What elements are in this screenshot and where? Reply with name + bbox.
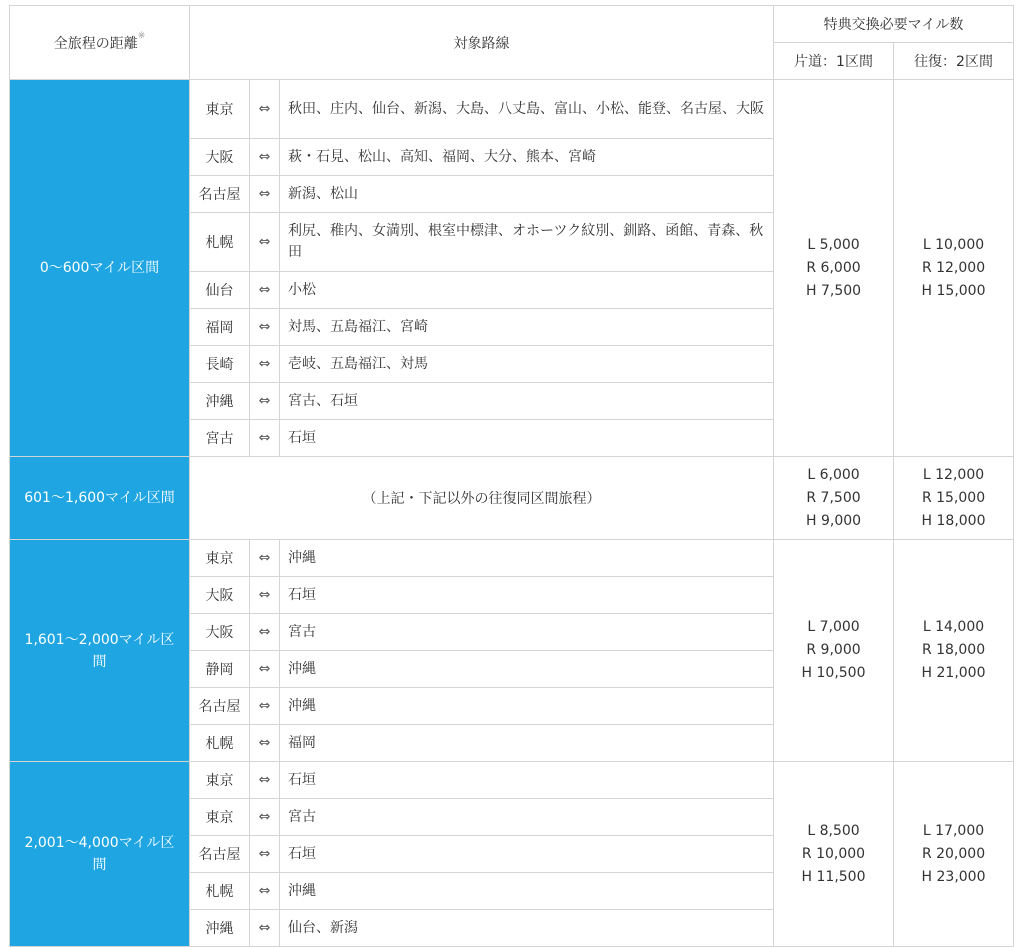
- miles-value: R 12,000: [921, 259, 986, 276]
- miles-value: L 17,000: [922, 822, 985, 839]
- oneway-miles: [774, 457, 894, 540]
- bidirectional-arrow-icon: ⇔: [250, 762, 280, 799]
- bidirectional-arrow-icon: ⇔: [250, 383, 280, 420]
- bidirectional-arrow-icon: ⇔: [250, 725, 280, 762]
- route-origin: 大阪: [190, 139, 250, 176]
- route-origin: 長崎: [190, 346, 250, 383]
- miles-value: R 20,000: [921, 845, 986, 862]
- oneway-miles: [774, 80, 894, 457]
- roundtrip-miles: [894, 540, 1014, 762]
- award-miles-table: [9, 5, 1014, 947]
- header-miles-required: 特典交換必要マイル数: [774, 6, 1014, 43]
- oneway-miles: [774, 762, 894, 947]
- route-destinations: 新潟、松山: [280, 176, 774, 213]
- route-origin: 東京: [190, 80, 250, 139]
- miles-value: L 8,500: [807, 822, 860, 839]
- route-destinations: 仙台、新潟: [280, 910, 774, 947]
- miles-value: L 14,000: [922, 619, 985, 635]
- route-destinations: 宮古: [280, 799, 774, 836]
- bidirectional-arrow-icon: ⇔: [250, 213, 280, 272]
- route-origin: 札幌: [190, 725, 250, 762]
- award-table-body: [10, 80, 1014, 947]
- route-origin: 名古屋: [190, 176, 250, 213]
- route-destinations: 利尻、稚内、女満別、根室中標津、オホーツク紋別、釧路、函館、青森、秋田: [280, 213, 774, 272]
- miles-value: R 15,000: [921, 489, 986, 506]
- miles-value: L 10,000: [922, 236, 985, 253]
- route-origin: 東京: [190, 540, 250, 577]
- miles-value: L 12,000: [922, 466, 985, 483]
- bidirectional-arrow-icon: ⇔: [250, 910, 280, 947]
- bidirectional-arrow-icon: ⇔: [250, 309, 280, 346]
- route-origin: 名古屋: [190, 688, 250, 725]
- miles-value: R 6,000: [806, 259, 861, 276]
- bidirectional-arrow-icon: ⇔: [250, 272, 280, 309]
- miles-value: H 18,000: [921, 512, 986, 529]
- distance-zone-label: 601～1,600マイル区間: [10, 457, 190, 540]
- bidirectional-arrow-icon: ⇔: [250, 176, 280, 213]
- miles-value: H 15,000: [921, 282, 986, 299]
- route-origin: 東京: [190, 799, 250, 836]
- miles-value: R 18,000: [921, 642, 986, 658]
- route-origin: 名古屋: [190, 836, 250, 873]
- route-destinations: 沖縄: [280, 540, 774, 577]
- route-destinations: 沖縄: [280, 873, 774, 910]
- roundtrip-miles: [894, 457, 1014, 540]
- header-roundtrip: 往復：2区間: [894, 43, 1014, 80]
- route-destinations: 萩・石見、松山、高知、福岡、大分、熊本、宮崎: [280, 139, 774, 176]
- bidirectional-arrow-icon: ⇔: [250, 873, 280, 910]
- miles-value: H 23,000: [921, 868, 986, 885]
- route-origin: 宮古: [190, 420, 250, 457]
- bidirectional-arrow-icon: ⇔: [250, 80, 280, 139]
- bidirectional-arrow-icon: ⇔: [250, 799, 280, 836]
- bidirectional-arrow-icon: ⇔: [250, 836, 280, 873]
- miles-value: H 7,500: [805, 282, 862, 299]
- route-destinations: 沖縄: [280, 651, 774, 688]
- miles-value: R 7,500: [806, 489, 861, 506]
- bidirectional-arrow-icon: ⇔: [250, 577, 280, 614]
- route-destinations: 石垣: [280, 836, 774, 873]
- table-row: [10, 457, 1014, 540]
- footnote-mark: ※: [137, 30, 146, 41]
- miles-value: H 10,500: [801, 665, 866, 681]
- route-destinations: 宮古、石垣: [280, 383, 774, 420]
- route-destinations: 小松: [280, 272, 774, 309]
- route-origin: 静岡: [190, 651, 250, 688]
- miles-value: R 10,000: [801, 845, 866, 862]
- route-destinations: 秋田、庄内、仙台、新潟、大島、八丈島、富山、小松、能登、名古屋、大阪: [280, 80, 774, 139]
- bidirectional-arrow-icon: ⇔: [250, 420, 280, 457]
- distance-zone-label: 0～600マイル区間: [10, 80, 190, 457]
- bidirectional-arrow-icon: ⇔: [250, 688, 280, 725]
- route-origin: 大阪: [190, 614, 250, 651]
- miles-value: L 6,000: [807, 466, 860, 483]
- bidirectional-arrow-icon: ⇔: [250, 614, 280, 651]
- bidirectional-arrow-icon: ⇔: [250, 346, 280, 383]
- bidirectional-arrow-icon: ⇔: [250, 139, 280, 176]
- route-destinations: 宮古: [280, 614, 774, 651]
- miles-value: R 9,000: [806, 642, 861, 658]
- miles-value: H 11,500: [801, 868, 866, 885]
- table-row: [10, 540, 1014, 577]
- zone-note: （上記・下記以外の往復同区間旅程）: [190, 457, 774, 540]
- bidirectional-arrow-icon: ⇔: [250, 540, 280, 577]
- distance-zone-label: 2,001～4,000マイル区間: [10, 762, 190, 947]
- route-origin: 福岡: [190, 309, 250, 346]
- route-destinations: 沖縄: [280, 688, 774, 725]
- route-origin: 東京: [190, 762, 250, 799]
- route-origin: 札幌: [190, 873, 250, 910]
- header-routes: 対象路線: [190, 6, 774, 80]
- miles-value: L 5,000: [807, 236, 860, 253]
- oneway-miles: [774, 540, 894, 762]
- miles-value: L 7,000: [807, 619, 860, 635]
- roundtrip-miles: [894, 80, 1014, 457]
- route-origin: 沖縄: [190, 910, 250, 947]
- route-origin: 大阪: [190, 577, 250, 614]
- header-distance: 全旅程の距離※: [10, 6, 190, 80]
- header-oneway: 片道：1区間: [774, 43, 894, 80]
- route-origin: 仙台: [190, 272, 250, 309]
- route-destinations: 福岡: [280, 725, 774, 762]
- route-origin: 札幌: [190, 213, 250, 272]
- route-origin: 沖縄: [190, 383, 250, 420]
- distance-zone-label: 1,601～2,000マイル区間: [10, 540, 190, 762]
- route-destinations: 石垣: [280, 762, 774, 799]
- miles-value: H 21,000: [921, 665, 986, 681]
- roundtrip-miles: [894, 762, 1014, 947]
- table-row: [10, 762, 1014, 799]
- bidirectional-arrow-icon: ⇔: [250, 651, 280, 688]
- route-destinations: 石垣: [280, 420, 774, 457]
- miles-value: H 9,000: [805, 512, 862, 529]
- route-destinations: 壱岐、五島福江、対馬: [280, 346, 774, 383]
- route-destinations: 石垣: [280, 577, 774, 614]
- table-row: [10, 80, 1014, 139]
- route-destinations: 対馬、五島福江、宮崎: [280, 309, 774, 346]
